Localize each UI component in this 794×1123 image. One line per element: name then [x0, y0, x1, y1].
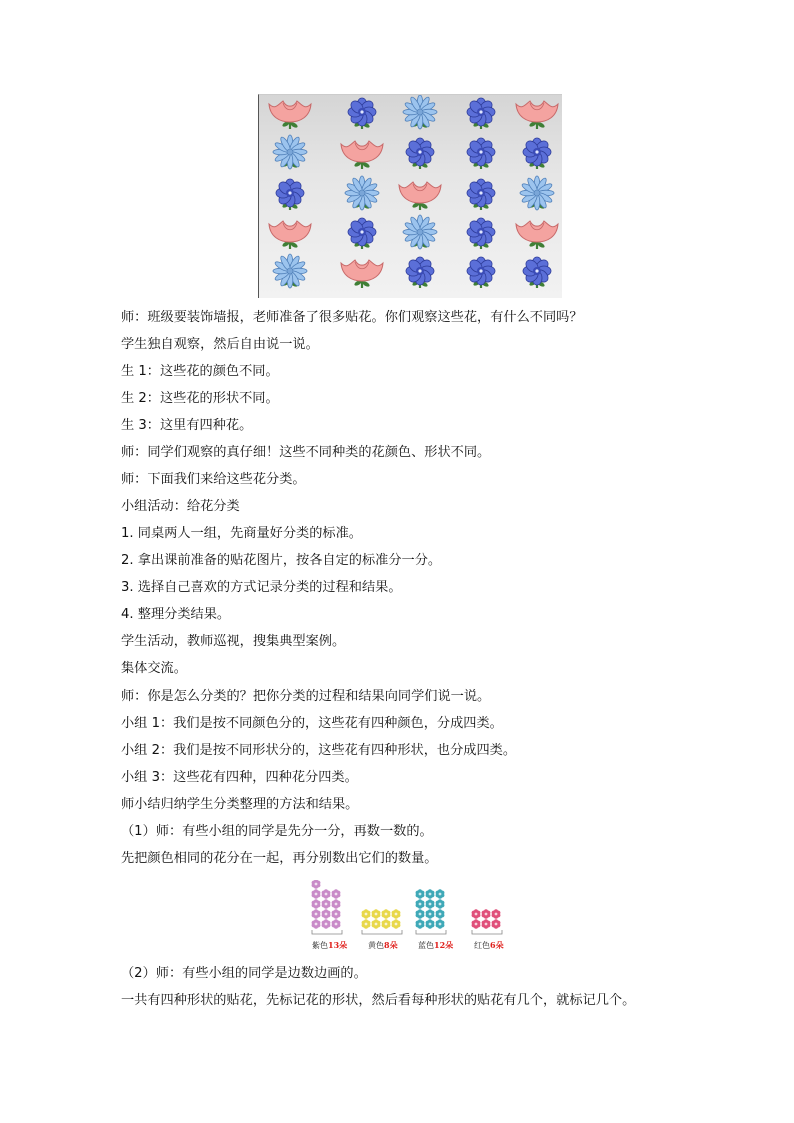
group-bracket [472, 930, 502, 934]
黄色-flower-mark [371, 909, 382, 919]
blue-round-flower [406, 138, 434, 169]
pink-tulip-flower [399, 182, 441, 210]
text-line: 学生独自观察，然后自由说一说。 [121, 337, 319, 352]
list-item: 2. 拿出课前准备的贴花图片，按各自定的标准分一分。 [121, 553, 442, 568]
紫色-flower-mark [331, 889, 342, 899]
blue-round-flower [406, 257, 434, 288]
text-line: 师：同学们观察的真仔细！这些不同种类的花颜色、形状不同。 [121, 445, 491, 460]
蓝色-flower-mark [415, 919, 426, 929]
紫色-flower-mark [311, 880, 322, 889]
黄色-flower-mark [361, 919, 372, 929]
黄色-flower-mark [381, 909, 392, 919]
红色-flower-mark [491, 919, 502, 929]
light-blue-daisy-flower [403, 215, 437, 249]
category-value: 6 [490, 940, 496, 950]
list-item: 1. 同桌两人一组，先商量好分类的标准。 [121, 526, 362, 541]
蓝色-flower-mark [415, 889, 426, 899]
蓝色-flower-mark [425, 899, 436, 909]
text-line: 生 1：这些花的颜色不同。 [121, 364, 279, 379]
category-value: 12 [434, 940, 446, 950]
蓝色-flower-mark [435, 909, 446, 919]
color-count-pictograph [300, 880, 512, 956]
黄色-flower-mark [391, 909, 402, 919]
红色-flower-mark [481, 909, 492, 919]
蓝色-flower-mark [435, 919, 446, 929]
flower-grid [259, 95, 563, 299]
blue-round-flower [467, 138, 495, 169]
紫色-flower-mark [311, 909, 322, 919]
group-bracket [362, 930, 402, 934]
text-line: 生 2：这些花的形状不同。 [121, 391, 279, 406]
红色-flower-mark [481, 919, 492, 929]
text-line: 小组 3：这些花有四种，四种花分四类。 [121, 770, 358, 785]
blue-round-flower [467, 218, 495, 249]
blue-round-flower [467, 179, 495, 210]
light-blue-daisy-flower [273, 254, 307, 288]
text-line: 先把颜色相同的花分在一起，再分别数出它们的数量。 [121, 851, 438, 866]
blue-round-flower [467, 257, 495, 288]
category-caption [474, 940, 504, 951]
blue-round-flower [348, 98, 376, 129]
pink-tulip-flower [516, 101, 558, 129]
蓝色-flower-mark [415, 899, 426, 909]
blue-round-flower [348, 218, 376, 249]
紫色-flower-mark [311, 919, 322, 929]
text-line: 师：你是怎么分类的？把你分类的过程和结果向同学们说一说。 [121, 689, 491, 704]
pink-tulip-flower [269, 101, 311, 129]
红色-flower-mark [471, 909, 482, 919]
pink-tulip-flower [516, 221, 558, 249]
蓝色-flower-mark [425, 909, 436, 919]
text-line: 师：下面我们来给这些花分类。 [121, 472, 306, 487]
text-line: 一共有四种形状的贴花，先标记花的形状，然后看每种形状的贴花有几个，就标记几个。 [121, 993, 636, 1008]
紫色-flower-mark [311, 899, 322, 909]
category-value: 13 [328, 940, 340, 950]
blue-round-flower [523, 257, 551, 288]
category-unit: 朵 [445, 940, 454, 950]
紫色-flower-mark [321, 919, 332, 929]
text-line: 学生活动，教师巡视，搜集典型案例。 [121, 634, 346, 649]
紫色-flower-mark [321, 889, 332, 899]
light-blue-daisy-flower [520, 176, 554, 210]
category-label: 紫色 [312, 941, 328, 950]
text-line: 师小结归纳学生分类整理的方法和结果。 [121, 797, 359, 812]
蓝色-flower-mark [435, 899, 446, 909]
黄色-flower-mark [371, 919, 382, 929]
blue-round-flower [523, 138, 551, 169]
light-blue-daisy-flower [345, 176, 379, 210]
text-line: （2）师：有些小组的同学是边数边画的。 [121, 966, 367, 981]
list-item: 3. 选择自己喜欢的方式记录分类的过程和结果。 [121, 580, 402, 595]
text-line: 师：班级要装饰墙报，老师准备了很多贴花。你们观察这些花，有什么不同吗？ [121, 310, 583, 325]
flower-sticker-image [258, 94, 562, 298]
红色-flower-mark [491, 909, 502, 919]
紫色-flower-mark [321, 909, 332, 919]
category-caption [418, 940, 453, 951]
text-line: 小组活动：给花分类 [121, 499, 240, 514]
blue-round-flower [276, 179, 304, 210]
category-unit: 朵 [339, 940, 348, 950]
category-caption [312, 940, 347, 951]
category-unit: 朵 [495, 940, 504, 950]
pink-tulip-flower [341, 260, 383, 288]
text-line: 集体交流。 [121, 661, 187, 676]
text-line: 小组 2：我们是按不同形状分的，这些花有四种形状，也分成四类。 [121, 743, 517, 758]
黄色-flower-mark [391, 919, 402, 929]
light-blue-daisy-flower [403, 95, 437, 129]
category-label: 蓝色 [418, 941, 434, 950]
category-label: 红色 [474, 941, 490, 950]
蓝色-flower-mark [415, 909, 426, 919]
蓝色-flower-mark [425, 919, 436, 929]
pictograph-marks [300, 880, 512, 938]
紫色-flower-mark [311, 889, 322, 899]
blue-round-flower [467, 98, 495, 129]
pink-tulip-flower [269, 221, 311, 249]
text-line: （1）师：有些小组的同学是先分一分，再数一数的。 [121, 824, 433, 839]
紫色-flower-mark [331, 919, 342, 929]
紫色-flower-mark [331, 909, 342, 919]
light-blue-daisy-flower [273, 135, 307, 169]
紫色-flower-mark [321, 899, 332, 909]
text-line: 生 3：这里有四种花。 [121, 418, 253, 433]
蓝色-flower-mark [425, 889, 436, 899]
group-bracket [312, 930, 342, 934]
蓝色-flower-mark [435, 889, 446, 899]
红色-flower-mark [471, 919, 482, 929]
category-label: 黄色 [368, 941, 384, 950]
黄色-flower-mark [361, 909, 372, 919]
紫色-flower-mark [331, 899, 342, 909]
category-unit: 朵 [389, 940, 398, 950]
text-line: 小组 1：我们是按不同颜色分的，这些花有四种颜色，分成四类。 [121, 716, 503, 731]
category-value: 8 [384, 940, 390, 950]
黄色-flower-mark [381, 919, 392, 929]
category-caption [368, 940, 398, 951]
group-bracket [416, 930, 446, 934]
pink-tulip-flower [341, 141, 383, 169]
list-item: 4. 整理分类结果。 [121, 607, 231, 622]
